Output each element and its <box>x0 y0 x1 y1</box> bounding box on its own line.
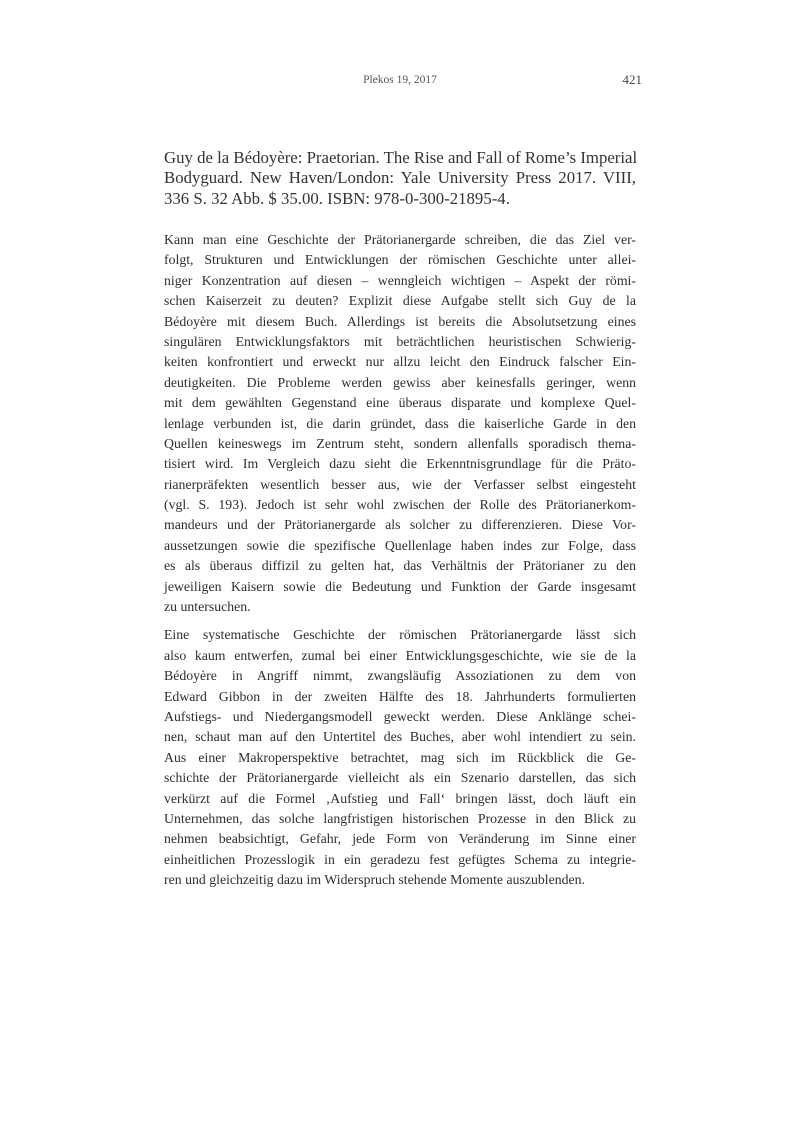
text-line: (vgl. S. 193). Jedoch ist sehr wohl zwischen der Rolle des Prätorianerkom- <box>164 497 636 513</box>
text-line: Bédoyère mit diesem Buch. Allerdings ist bereits die Absolutsetzung eines <box>164 313 636 329</box>
text-line: schichte der Prätorianergarde vielleicht als ein Szenario darstellen, das sich <box>164 770 636 786</box>
text-line: also kaum entwerfen, zumal bei einer Entwicklungsgeschichte, wie sie de la <box>164 647 636 663</box>
review-body <box>164 230 636 891</box>
text-line: rianerpräfekten wesentlich besser aus, wie der Verfasser selbst eingesteht <box>164 476 636 492</box>
running-header <box>0 74 800 90</box>
journal-issue: Plekos 19, 2017 <box>363 74 437 86</box>
text-line: nen, schaut man auf den Untertitel des Buches, aber wohl intendiert zu sein. <box>164 729 636 745</box>
text-line: jeweiligen Kaisern sowie die Bedeutung und Funktion der Garde insgesamt <box>164 578 636 594</box>
text-line: Kann man eine Geschichte der Prätorianergarde schreiben, die das Ziel ver- <box>164 232 636 247</box>
text-line: Aufstiegs- und Niedergangsmodell geweckt werden. Diese Anklänge schei- <box>164 708 636 724</box>
text-line: Edward Gibbon in der zweiten Hälfte des 18. Jahrhunderts formulierten <box>164 688 636 704</box>
citation-line: Guy de la Bédoyère: Praetorian. The Rise and Fall of Rome’s Imperial <box>164 148 638 167</box>
citation-line: Bodyguard. New Haven/London: Yale University Press 2017. VIII, <box>164 168 636 188</box>
text-line: niger Konzentration auf diesen – wenngleich wichtigen – Aspekt der römi- <box>164 272 636 288</box>
text-line: mandeurs und der Prätorianergarde als solcher zu differenzieren. Diese Vor- <box>164 517 636 533</box>
text-line: schen Kaiserzeit zu deuten? Explizit diese Aufgabe stellt sich Guy de la <box>164 293 636 309</box>
text-line: nehmen beabsichtigt, Gefahr, jede Form von Veränderung im Sinne einer <box>164 831 636 847</box>
text-line: ren und gleichzeitig dazu im Widerspruch stehende Momente auszublenden. <box>164 872 586 888</box>
text-line: aussetzungen sowie die spezifische Quellenlage haben indes zur Folge, dass <box>164 537 636 553</box>
text-line: folgt, Strukturen und Entwicklungen der römischen Geschichte unter allei- <box>164 252 636 268</box>
page-number: 421 <box>622 72 642 87</box>
book-citation <box>164 148 636 209</box>
text-line: keiten konfrontiert und erweckt nur allzu leicht den Eindruck falscher Ein- <box>164 354 636 370</box>
text-line: tisiert wird. Im Vergleich dazu sieht die Erkenntnisgrundlage für die Präto- <box>164 456 636 472</box>
text-line: Bédoyère in Angriff nimmt, zwangsläufig Assoziationen zu dem von <box>164 668 636 684</box>
text-line: Aus einer Makroperspektive betrachtet, mag sich im Rückblick die Ge- <box>164 749 636 765</box>
paragraph <box>164 625 636 890</box>
text-line: mit dem gewählten Gegenstand eine überaus disparate und komplexe Quel- <box>164 395 636 411</box>
text-line: lenlage verbunden ist, die darin gründet, dass die kaiserliche Garde in den <box>164 415 636 431</box>
text-line: verkürzt auf die Formel ‚Aufstieg und Fall‘ bringen lässt, doch läuft ein <box>164 790 636 806</box>
text-line: deutigkeiten. Die Probleme werden gewiss aber keinesfalls geringer, wenn <box>164 374 636 390</box>
text-line: Quellen keineswegs im Zentrum steht, sondern allenfalls sporadisch thema- <box>164 435 636 451</box>
text-line: einheitlichen Prozesslogik in ein geradezu fest gefügtes Schema zu integrie- <box>164 851 636 867</box>
citation-line: 336 S. 32 Abb. $ 35.00. ISBN: 978-0-300-21895-4. <box>164 188 510 208</box>
text-line: es als überaus diffizil zu gelten hat, das Verhältnis der Prätorianer zu den <box>164 558 636 574</box>
text-line: singulären Entwicklungsfaktors mit beträchtlichen heuristischen Schwierig- <box>164 333 636 349</box>
text-line: Eine systematische Geschichte der römischen Prätorianergarde lässt sich <box>164 627 636 643</box>
text-line: zu untersuchen. <box>164 599 251 615</box>
paragraph <box>164 230 636 617</box>
text-line: Unternehmen, das solche langfristigen historischen Prozesse in den Blick zu <box>164 810 636 826</box>
